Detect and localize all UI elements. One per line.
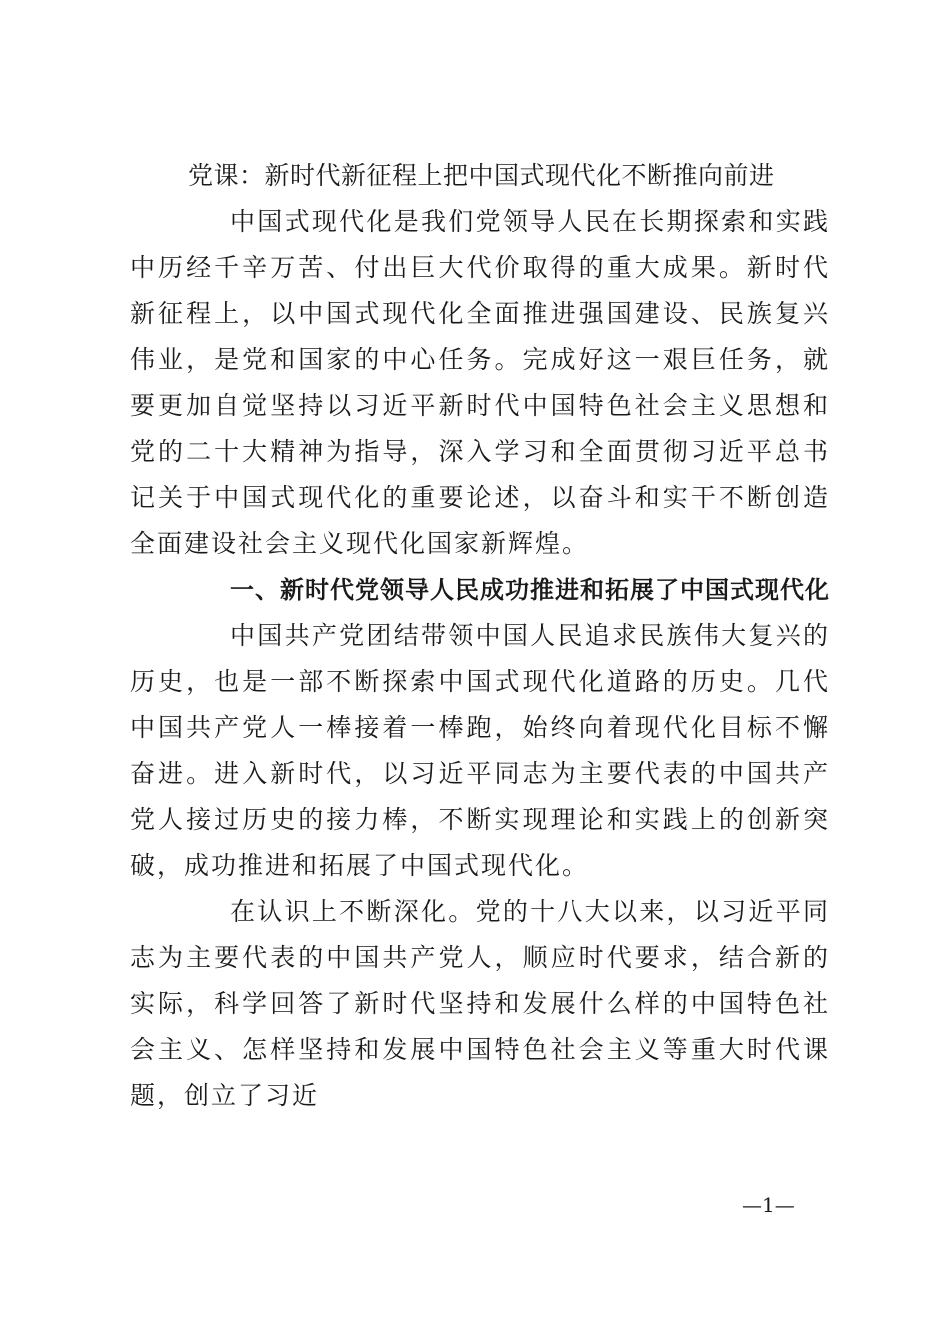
section-heading-1: 一、新时代党领导人民成功推进和拓展了中国式现代化 <box>230 576 830 604</box>
section-1-paragraph-1: 中国共产党团结带领中国人民追求民族伟大复兴的历史，也是一部不断探索中国式现代化道路的历史。几代中国共产党人一棒接着一棒跑，始终向着现代化目标不懈奋进。进入新时代，以习近平同志为主要代表的中国共产党人接过历史的接力棒，不断实现理论和实践上的创新突破，成功推进和拓展了中国式现代化。 <box>130 621 830 880</box>
intro-paragraph: 中国式现代化是我们党领导人民在长期探索和实践中历经千辛万苦、付出巨大代价取得的重大成果。新时代新征程上，以中国式现代化全面推进强国建设、民族复兴伟业，是党和国家的中心任务。完成好这一艰巨任务，就要更加自觉坚持以习近平新时代中国特色社会主义思想和党的二十大精神为指导，深入学习和全面贯彻习近平总书记关于中国式现代化的重要论述，以奋斗和实干不断创造全面建设社会主义现代化国家新辉煌。 <box>130 207 830 558</box>
page-number: —1— <box>742 1193 795 1217</box>
section-1-paragraph-2: 在认识上不断深化。党的十八大以来，以习近平同志为主要代表的中国共产党人，顺应时代要求，结合新的实际，科学回答了新时代坚持和发展什么样的中国特色社会主义、怎样坚持和发展中国特色社会主义等重大时代课题，创立了习近 <box>130 897 830 1110</box>
document-page <box>130 153 830 1119</box>
document-title: 党课：新时代新征程上把中国式现代化不断推向前进 <box>188 161 775 190</box>
